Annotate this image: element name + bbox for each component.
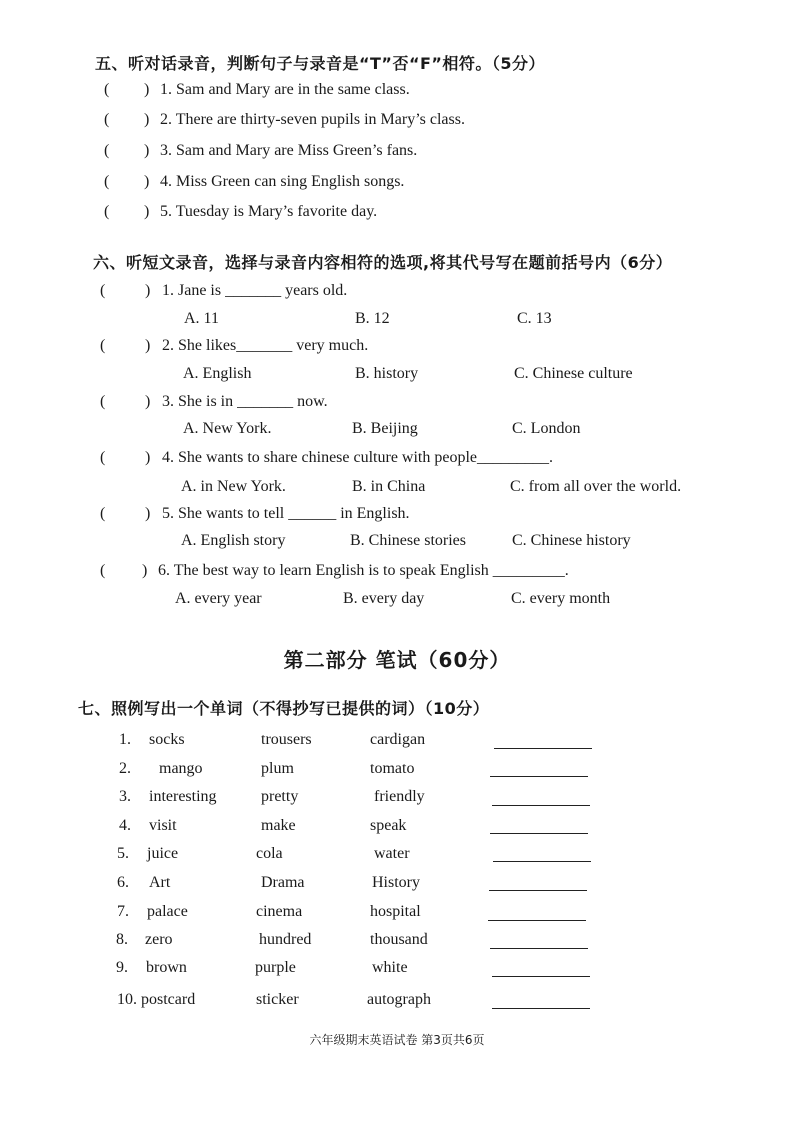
section6-heading: 六、听短文录音，选择与录音内容相符的选项,将其代号写在题前括号内（6分） bbox=[93, 253, 673, 272]
row-number: 6. bbox=[117, 874, 129, 891]
row-number: 2. bbox=[119, 760, 131, 777]
paren-close: ) bbox=[145, 282, 151, 299]
answer-blank[interactable] bbox=[489, 890, 587, 891]
paren-close: ) bbox=[144, 111, 150, 128]
example-word: Art bbox=[149, 874, 171, 891]
option-a: A. 11 bbox=[184, 310, 219, 327]
row-number: 4. bbox=[119, 817, 131, 834]
example-word: hundred bbox=[259, 931, 312, 948]
paren-open[interactable]: ( bbox=[104, 203, 110, 220]
question-stem: 1. Jane is _______ years old. bbox=[162, 282, 348, 299]
paren-open[interactable]: ( bbox=[104, 173, 110, 190]
question-stem: 4. She wants to share chinese culture with people_________. bbox=[162, 449, 554, 466]
part-title: 第二部分 笔试（60分） bbox=[283, 648, 511, 672]
example-word: cinema bbox=[256, 903, 303, 920]
answer-blank[interactable] bbox=[488, 920, 586, 921]
example-word: mango bbox=[159, 760, 203, 777]
row-number: 3. bbox=[119, 788, 131, 805]
option-c: C. Chinese culture bbox=[514, 365, 633, 382]
question-stem: 5. She wants to tell ______ in English. bbox=[162, 505, 410, 522]
page-footer: 六年级期末英语试卷 第3页共6页 bbox=[309, 1033, 485, 1047]
example-word: Drama bbox=[261, 874, 305, 891]
example-word: cardigan bbox=[370, 731, 426, 748]
example-word: tomato bbox=[370, 760, 415, 777]
answer-blank[interactable] bbox=[492, 1008, 590, 1009]
paren-close: ) bbox=[142, 562, 148, 579]
paren-open[interactable]: ( bbox=[104, 111, 110, 128]
option-c: C. London bbox=[512, 420, 581, 437]
example-word: plum bbox=[261, 760, 294, 777]
example-word: purple bbox=[255, 959, 296, 976]
example-word: postcard bbox=[141, 991, 196, 1008]
row-number: 10. bbox=[117, 991, 137, 1008]
question-stem: 2. She likes_______ very much. bbox=[162, 337, 369, 354]
example-word: brown bbox=[146, 959, 187, 976]
answer-blank[interactable] bbox=[492, 805, 590, 806]
example-word: visit bbox=[149, 817, 177, 834]
paren-close: ) bbox=[144, 81, 150, 98]
paren-close: ) bbox=[145, 393, 151, 410]
example-word: cola bbox=[256, 845, 283, 862]
example-word: History bbox=[372, 874, 420, 891]
paren-close: ) bbox=[145, 449, 151, 466]
section5-item-text: 4. Miss Green can sing English songs. bbox=[160, 173, 405, 190]
paren-close: ) bbox=[145, 337, 151, 354]
option-b: B. every day bbox=[343, 590, 425, 607]
option-b: B. history bbox=[355, 365, 419, 382]
paren-open[interactable]: ( bbox=[100, 393, 106, 410]
example-word: zero bbox=[145, 931, 173, 948]
example-word: sticker bbox=[256, 991, 299, 1008]
example-word: white bbox=[372, 959, 408, 976]
example-word: thousand bbox=[370, 931, 428, 948]
option-a: A. English story bbox=[181, 532, 286, 549]
paren-open[interactable]: ( bbox=[100, 505, 106, 522]
option-b: B. 12 bbox=[355, 310, 390, 327]
example-word: autograph bbox=[367, 991, 431, 1008]
example-word: make bbox=[261, 817, 296, 834]
example-word: pretty bbox=[261, 788, 299, 805]
section5-item-text: 5. Tuesday is Mary’s favorite day. bbox=[160, 203, 378, 220]
example-word: interesting bbox=[149, 788, 217, 805]
paren-close: ) bbox=[144, 173, 150, 190]
paren-open[interactable]: ( bbox=[100, 282, 106, 299]
paren-open[interactable]: ( bbox=[104, 81, 110, 98]
section5-item-text: 3. Sam and Mary are Miss Green’s fans. bbox=[160, 142, 418, 159]
row-number: 9. bbox=[116, 959, 128, 976]
question-stem: 3. She is in _______ now. bbox=[162, 393, 328, 410]
row-number: 5. bbox=[117, 845, 129, 862]
option-c: C. Chinese history bbox=[512, 532, 631, 549]
paren-open[interactable]: ( bbox=[100, 337, 106, 354]
section5-item-text: 2. There are thirty-seven pupils in Mary’s class. bbox=[160, 111, 465, 128]
option-a: A. English bbox=[183, 365, 252, 382]
paren-open[interactable]: ( bbox=[100, 449, 106, 466]
answer-blank[interactable] bbox=[490, 776, 588, 777]
answer-blank[interactable] bbox=[490, 948, 588, 949]
section5-item-text: 1. Sam and Mary are in the same class. bbox=[160, 81, 410, 98]
paren-close: ) bbox=[145, 505, 151, 522]
row-number: 8. bbox=[116, 931, 128, 948]
option-b: B. in China bbox=[352, 478, 426, 495]
example-word: socks bbox=[149, 731, 185, 748]
option-a: A. New York. bbox=[183, 420, 272, 437]
example-word: hospital bbox=[370, 903, 421, 920]
option-a: A. every year bbox=[175, 590, 262, 607]
section5-heading: 五、听对话录音，判断句子与录音是“T”否“F”相符。（5分） bbox=[95, 54, 546, 73]
question-stem: 6. The best way to learn English is to speak English _________. bbox=[158, 562, 569, 579]
option-c: C. from all over the world. bbox=[510, 478, 682, 495]
option-c: C. every month bbox=[511, 590, 611, 607]
option-b: B. Chinese stories bbox=[350, 532, 466, 549]
answer-blank[interactable] bbox=[492, 976, 590, 977]
answer-blank[interactable] bbox=[493, 861, 591, 862]
example-word: palace bbox=[147, 903, 188, 920]
example-word: water bbox=[374, 845, 410, 862]
option-c: C. 13 bbox=[517, 310, 552, 327]
paren-close: ) bbox=[144, 203, 150, 220]
section7-heading: 七、照例写出一个单词（不得抄写已提供的词）（10分） bbox=[78, 699, 490, 718]
paren-open[interactable]: ( bbox=[104, 142, 110, 159]
option-a: A. in New York. bbox=[181, 478, 286, 495]
answer-blank[interactable] bbox=[490, 833, 588, 834]
example-word: speak bbox=[370, 817, 407, 834]
paren-open[interactable]: ( bbox=[100, 562, 106, 579]
row-number: 7. bbox=[117, 903, 129, 920]
row-number: 1. bbox=[119, 731, 131, 748]
example-word: trousers bbox=[261, 731, 312, 748]
paren-close: ) bbox=[144, 142, 150, 159]
option-b: B. Beijing bbox=[352, 420, 418, 437]
example-word: friendly bbox=[374, 788, 425, 805]
example-word: juice bbox=[147, 845, 179, 862]
answer-blank[interactable] bbox=[494, 748, 592, 749]
